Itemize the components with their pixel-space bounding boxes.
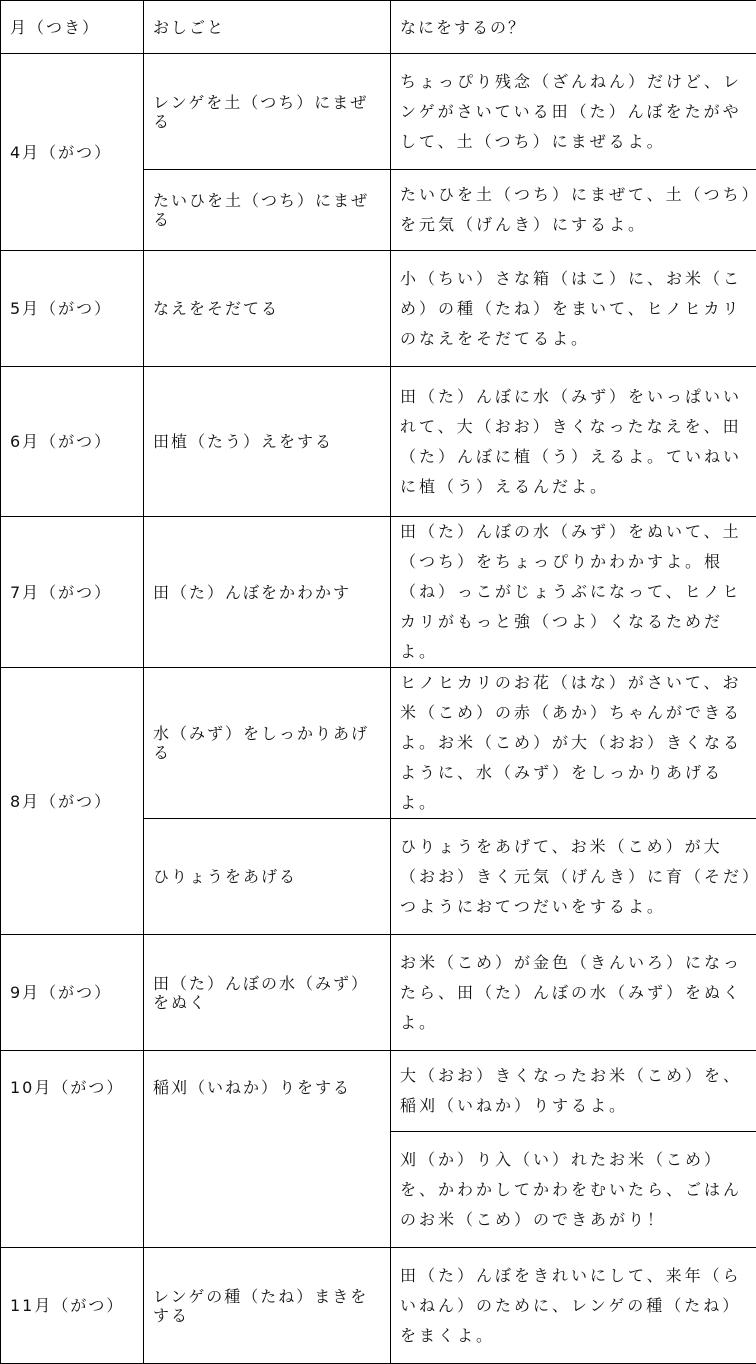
month-cell: 5月（がつ） [1, 251, 144, 367]
description-cell: 大（おお）きくなったお米（こめ）を、稲刈（いねか）りするよ。 [391, 1051, 756, 1132]
task-cell: なえをそだてる [144, 251, 391, 367]
header-description: なにをするの？ [391, 1, 756, 54]
month-cell: 8月（がつ） [1, 668, 144, 935]
task-cell: 稲刈（いねか）りをする [144, 1051, 391, 1248]
description-cell: ヒノヒカリのお花（はな）がさいて、お米（こめ）の赤（あか）ちゃんができるよ。お米（こめ）が大（おお）きくなるように、水（みず）をしっかりあげるよ。 [391, 668, 756, 819]
description-cell: たいひを土（つち）にまぜて、土（つち）を元気（げんき）にするよ。 [391, 170, 756, 251]
table-row [1, 367, 756, 517]
table-row [1, 668, 756, 819]
description-cell: ちょっぴり残念（ざんねん）だけど、レンゲがさいている田（た）んぼをたがやして、土（つち）にまぜるよ。 [391, 54, 756, 170]
table-row [1, 54, 756, 170]
task-cell: 田（た）んぼの水（みず）をぬく [144, 935, 391, 1051]
description-cell: 小（ちい）さな箱（はこ）に、お米（こめ）の種（たね）をまいて、ヒノヒカリのなえをそだてるよ。 [391, 251, 756, 367]
task-cell: たいひを土（つち）にまぜる [144, 170, 391, 251]
table-row [1, 1051, 756, 1132]
header-task: おしごと [144, 1, 391, 54]
month-cell: 6月（がつ） [1, 367, 144, 517]
description-cell: 刈（か）り入（い）れたお米（こめ）を、かわかしてかわをむいたら、ごはんのお米（こめ）のできあがり！ [391, 1132, 756, 1248]
table-row [1, 1248, 756, 1364]
table-row [1, 935, 756, 1051]
month-cell: 9月（がつ） [1, 935, 144, 1051]
table-row [1, 517, 756, 668]
table-row [1, 251, 756, 367]
description-cell: ひりょうをあげて、お米（こめ）が大（おお）きく元気（げんき）に育（そだ）つようにおてつだいをするよ。 [391, 819, 756, 935]
task-cell: 田（た）んぼをかわかす [144, 517, 391, 668]
month-cell: 4月（がつ） [1, 54, 144, 251]
month-cell: 10月（がつ） [1, 1051, 144, 1248]
task-cell: ひりょうをあげる [144, 819, 391, 935]
header-month: 月（つき） [1, 1, 144, 54]
description-cell: 田（た）んぼに水（みず）をいっぱいいれて、大（おお）きくなったなえを、田（た）んぼに植（う）えるよ。ていねいに植（う）えるんだよ。 [391, 367, 756, 517]
description-cell: 田（た）んぼをきれいにして、来年（らいねん）のために、レンゲの種（たね）をまくよ。 [391, 1248, 756, 1364]
month-cell: 7月（がつ） [1, 517, 144, 668]
task-cell: レンゲを土（つち）にまぜる [144, 54, 391, 170]
task-cell: レンゲの種（たね）まきをする [144, 1248, 391, 1364]
description-cell: 田（た）んぼの水（みず）をぬいて、土（つち）をちょっぴりかわかすよ。根（ね）っこがじょうぶになって、ヒノヒカリがもっと強（つよ）くなるためだよ。 [391, 517, 756, 668]
task-cell: 田植（たう）えをする [144, 367, 391, 517]
task-cell: 水（みず）をしっかりあげる [144, 668, 391, 819]
table-header-row [1, 1, 756, 54]
description-cell: お米（こめ）が金色（きんいろ）になったら、田（た）んぼの水（みず）をぬくよ。 [391, 935, 756, 1051]
month-cell: 11月（がつ） [1, 1248, 144, 1364]
